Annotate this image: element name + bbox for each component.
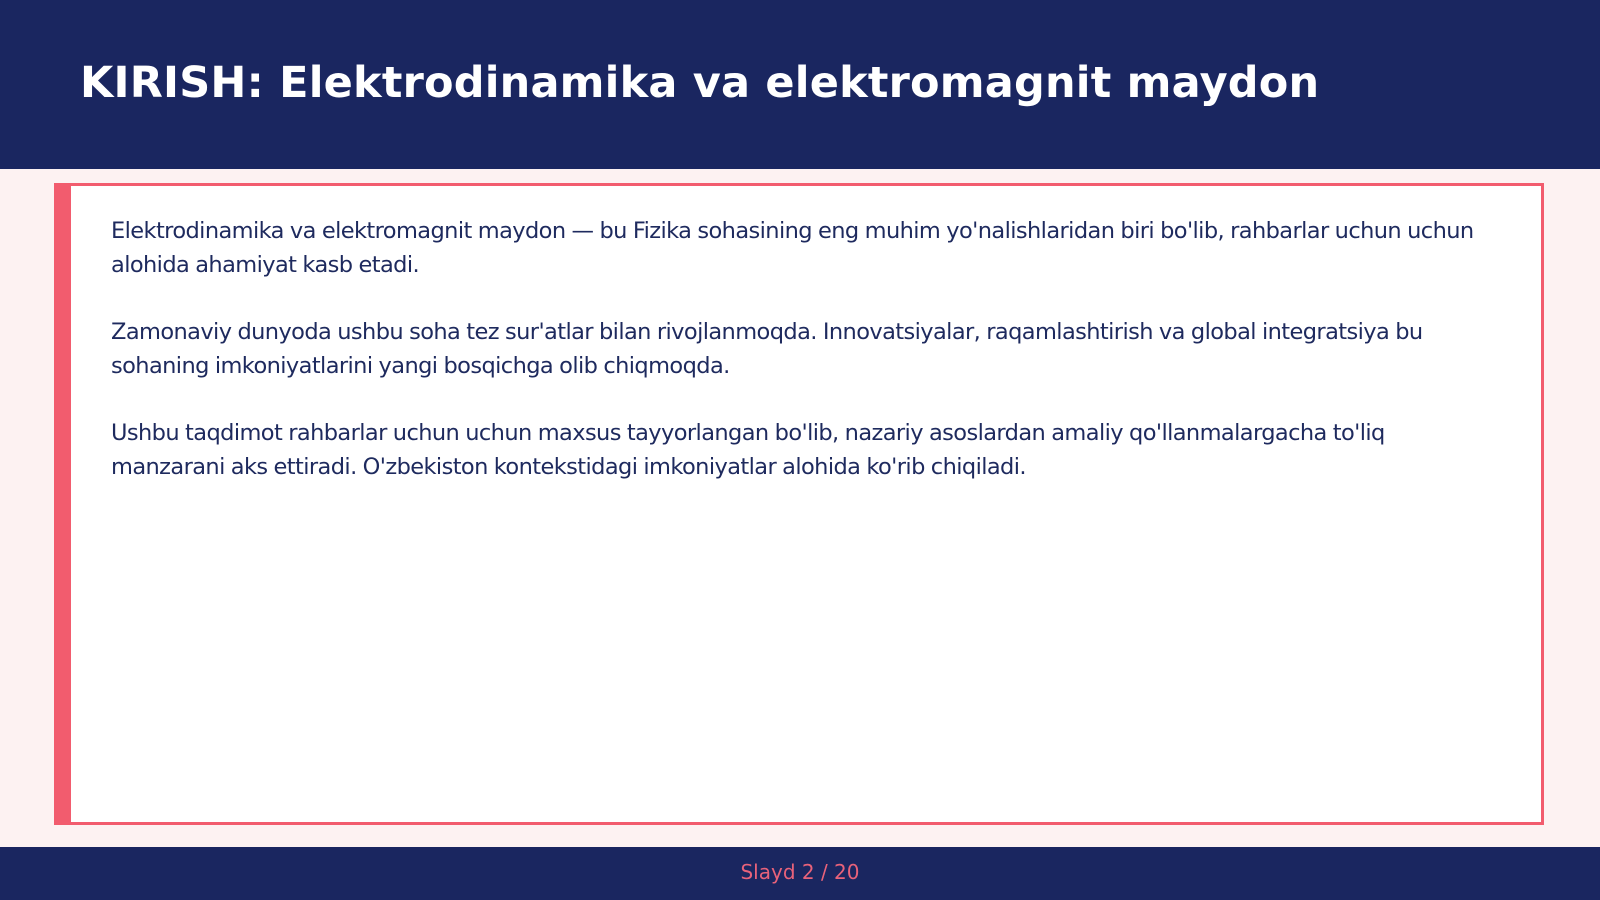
slide-footer	[0, 847, 1600, 900]
paragraph-2: Zamonaviy dunyoda ushbu soha tez sur'atlar bilan rivojlanmoqda. Innovatsiyalar, raqamlashtirish va global integratsiya bu sohaning imkoniyatlarini yangi bosqichga olib chiqmoqda.	[111, 319, 1423, 379]
slide-counter: Slayd 2 / 20	[740, 860, 860, 884]
paragraph-3: Ushbu taqdimot rahbarlar uchun uchun maxsus tayyorlangan bo'lib, nazariy asoslardan amaliy qo'llanmalargacha to'liq manzarani aks ettiradi. O'zbekiston kontekstidagi imkoniyatlar alohida ko'rib chiqiladi.	[111, 420, 1385, 480]
paragraph-1: Elektrodinamika va elektromagnit maydon — bu Fizika sohasining eng muhim yo'nalishlaridan biri bo'lib, rahbarlar uchun uchun alohida ahamiyat kasb etadi.	[111, 218, 1474, 278]
content-text	[111, 214, 1491, 517]
slide-title: KIRISH: Elektrodinamika va elektromagnit maydon	[80, 58, 1320, 108]
slide-header	[0, 0, 1600, 169]
content-card	[54, 183, 1544, 825]
